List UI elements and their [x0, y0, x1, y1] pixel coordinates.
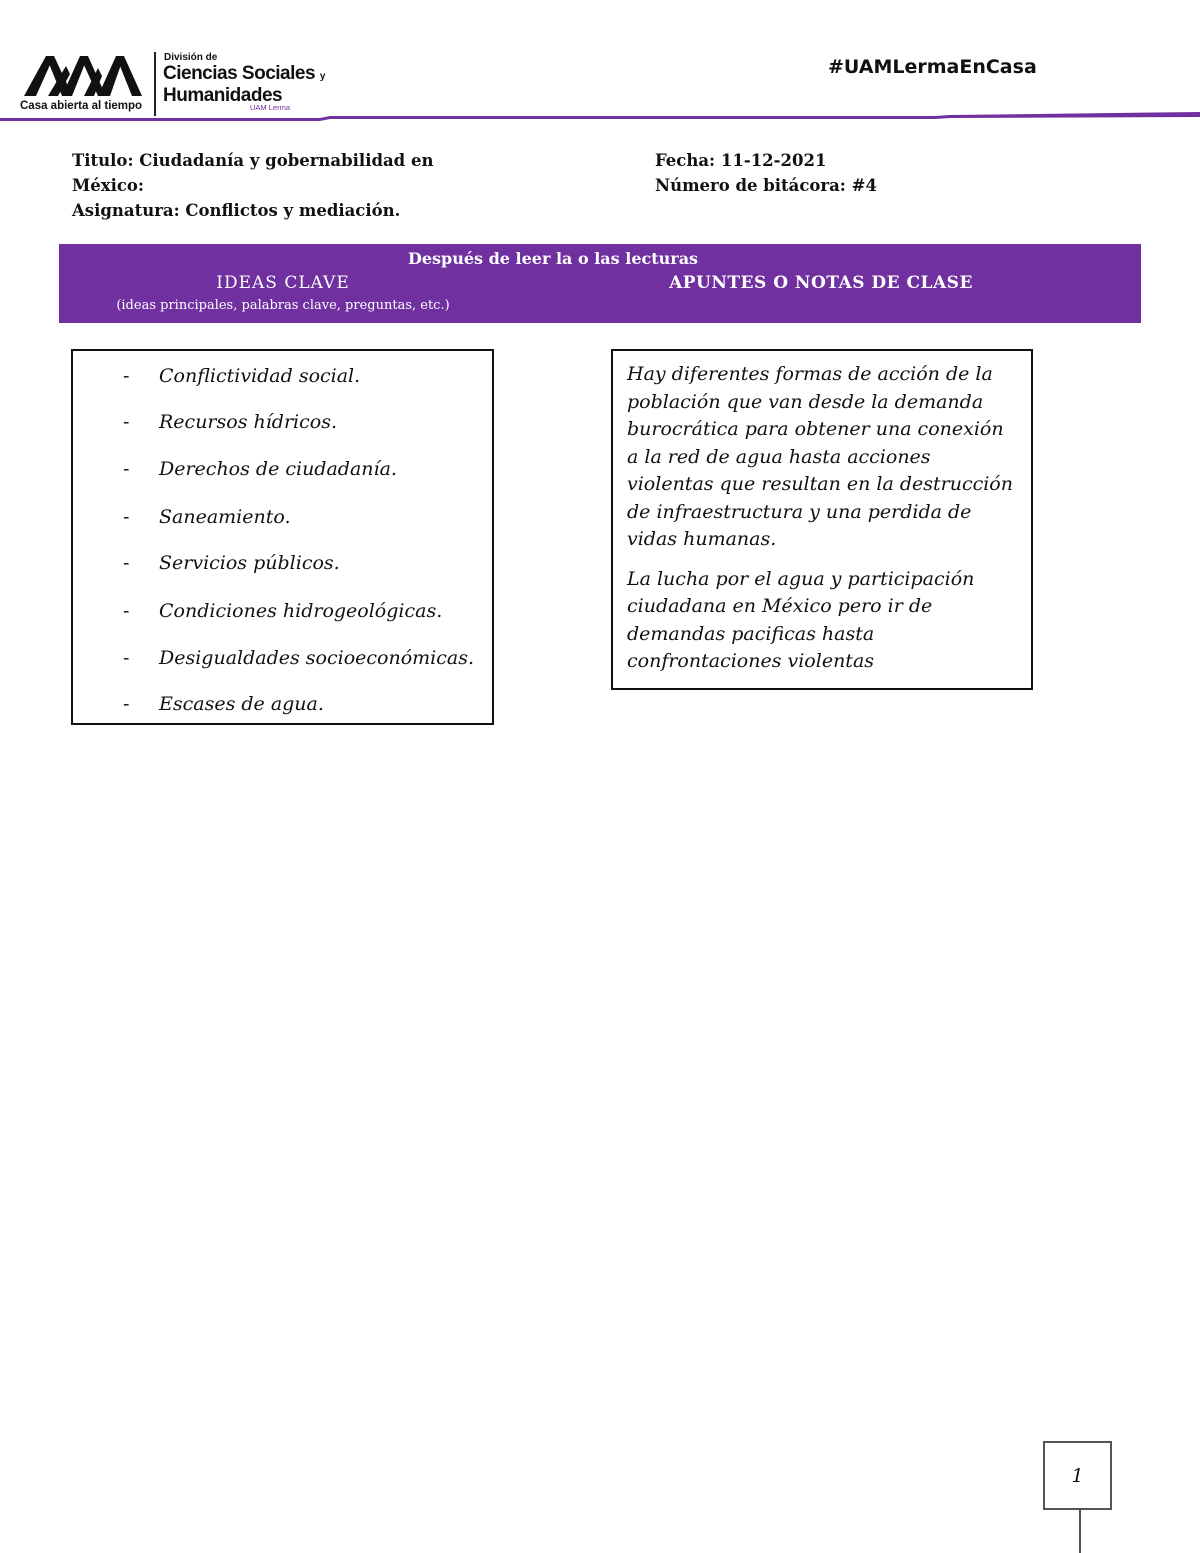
ideas-heading: IDEAS CLAVE — [216, 273, 350, 293]
title-line-1: Titulo: Ciudadanía y gobernabilidad en — [72, 151, 434, 170]
bullet-dash: - — [123, 411, 130, 433]
class-notes-box — [611, 349, 1033, 690]
title-line-2: México: — [72, 176, 145, 195]
logo-division-conj: y — [319, 71, 326, 82]
bullet-dash: - — [123, 693, 130, 715]
log-number: Número de bitácora: #4 — [655, 176, 877, 195]
bullet-dash: - — [123, 552, 130, 574]
date: Fecha: 11-12-2021 — [655, 151, 827, 170]
subject: Asignatura: Conflictos y mediación. — [72, 201, 401, 220]
key-idea-text: Escases de agua. — [159, 693, 324, 715]
logo-division-line2: Humanidades — [163, 85, 283, 106]
logo-campus: UAM Lerma — [250, 103, 291, 112]
uam-logo — [18, 48, 328, 120]
logo-division-line1: Ciencias Sociales — [163, 63, 316, 84]
hashtag: #UAMLermaEnCasa — [828, 56, 1037, 78]
band-heading: Después de leer la o las lecturas — [407, 249, 699, 268]
key-idea-text: Recursos hídricos. — [159, 411, 337, 433]
bullet-dash: - — [123, 600, 130, 622]
notes-paragraph: La lucha por el agua y participación ciudadana en México pero ir de demandas pacificas hasta confrontaciones violentas — [627, 567, 975, 672]
meta-right — [655, 148, 1015, 198]
notes-heading: APUNTES O NOTAS DE CLASE — [669, 273, 973, 293]
page-number: 1 — [1043, 1441, 1112, 1510]
section-header-band — [59, 244, 1141, 323]
key-idea-text: Condiciones hidrogeológicas. — [159, 600, 443, 622]
ideas-subheading: (ideas principales, palabras clave, preguntas, etc.) — [116, 298, 450, 313]
logo-division-name — [163, 64, 325, 105]
notes-paragraph: Hay diferentes formas de acción de la población que van desde la demanda burocrática para obtener una conexión a la red de agua hasta acciones violentas que resultan en la destrucción de infraestructura y una perdida de vidas humanas. — [627, 363, 1013, 550]
key-idea-text: Saneamiento. — [159, 506, 291, 528]
page-number-line — [1079, 1510, 1081, 1553]
bullet-dash: - — [123, 506, 130, 528]
bullet-dash: - — [123, 458, 130, 480]
key-idea-text: Servicios públicos. — [159, 552, 340, 574]
key-ideas-box — [71, 349, 494, 725]
logo-divider — [154, 52, 156, 116]
uam-logo-mark — [24, 52, 142, 98]
meta-left — [72, 148, 492, 223]
logo-division-label: División de — [164, 52, 218, 63]
bullet-dash: - — [123, 647, 130, 669]
bullet-dash: - — [123, 365, 130, 387]
logo-slogan: Casa abierta al tiempo — [20, 100, 143, 112]
key-idea-text: Desigualdades socioeconómicas. — [159, 647, 474, 669]
key-idea-text: Derechos de ciudadanía. — [159, 458, 397, 480]
header-rule — [0, 112, 1200, 124]
key-idea-text: Conflictividad social. — [159, 365, 361, 387]
